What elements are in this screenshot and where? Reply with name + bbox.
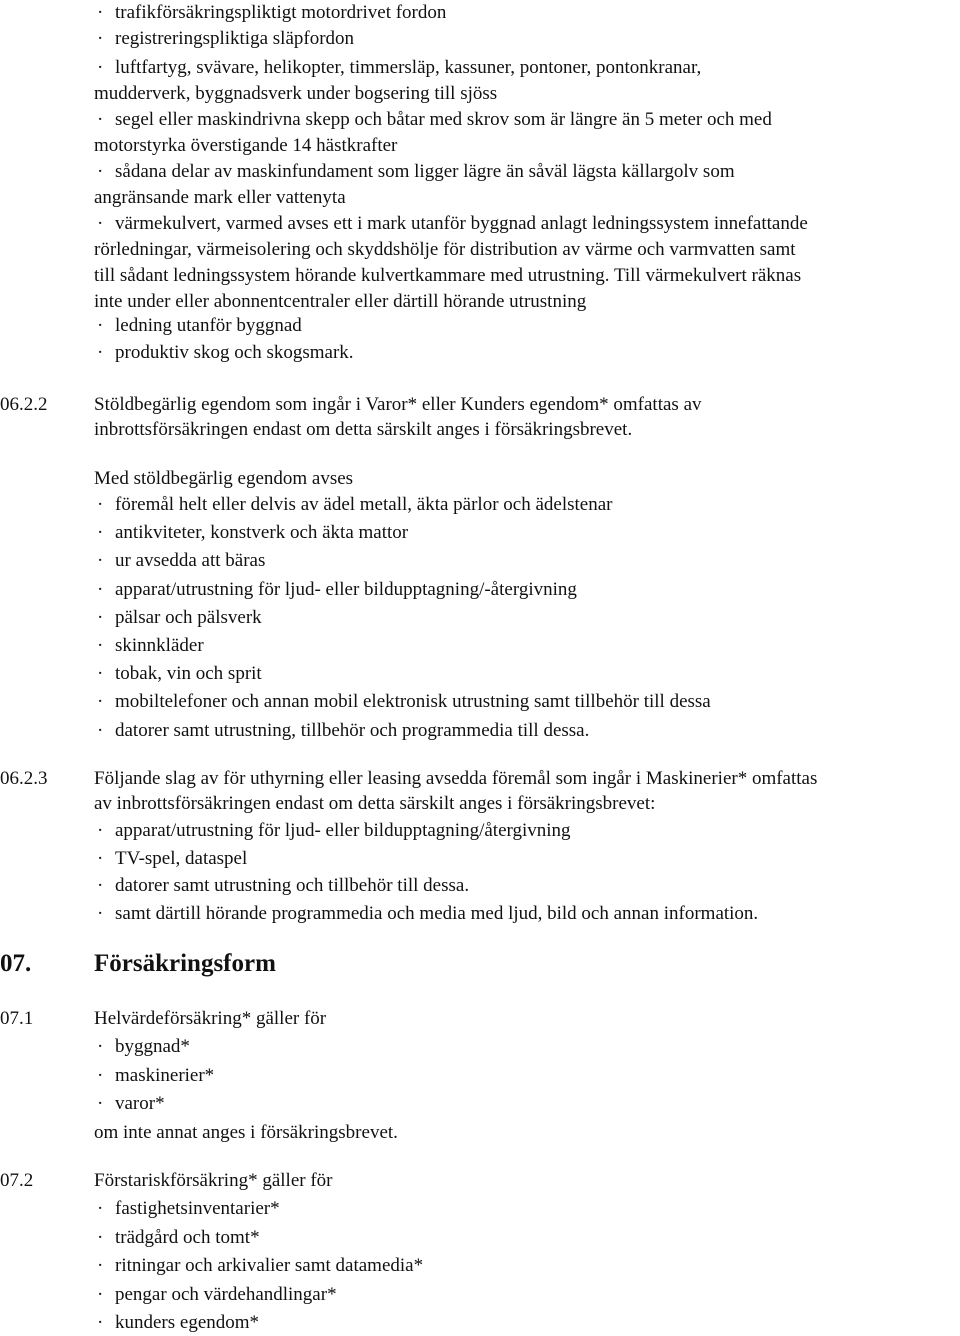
bullet-dot: · (97, 550, 104, 572)
list-item-continuation: angränsande mark eller vattenyta (94, 187, 346, 208)
section-number: 06.2.2 (0, 394, 48, 415)
bullet-dot: · (97, 719, 104, 741)
list-item-text: luftfartyg, svävare, helikopter, timmersläp, kassuner, pontoner, pontonkranar, (115, 57, 702, 78)
bullet-dot: · (97, 1312, 104, 1333)
bullet-dot: · (97, 109, 104, 130)
list-item-continuation: mudderverk, byggnadsverk under bogsering till sjöss (94, 83, 498, 104)
list-intro: Med stöldbegärlig egendom avses (94, 468, 354, 489)
list-item-text: apparat/utrustning för ljud- eller bildupptagning/återgivning (115, 820, 571, 841)
list-item-text: sådana delar av maskinfundament som ligger lägre än såväl lägsta källargolv som (115, 161, 735, 182)
bullet-dot: · (97, 663, 104, 685)
list-item-text: föremål helt eller delvis av ädel metall, äkta pärlor och ädelstenar (115, 494, 613, 515)
list-item-text: TV-spel, dataspel (115, 847, 248, 869)
list-item-text: skinnkläder (115, 635, 204, 656)
bullet-dot: · (97, 691, 104, 713)
list-item-text: kunders egendom* (115, 1312, 260, 1333)
bullet-dot: · (97, 635, 104, 656)
heading-title: Försäkringsform (94, 950, 276, 977)
list-item-text: segel eller maskindrivna skepp och båtar med skrov som är längre än 5 meter och med (115, 109, 772, 130)
section-number: 06.2.3 (0, 768, 48, 789)
bullet-dot: · (97, 606, 104, 628)
section-text: inbrottsförsäkringen endast om detta särskilt anges i försäkringsbrevet. (94, 419, 633, 440)
list-item-text: apparat/utrustning för ljud- eller bildupptagning/-återgivning (115, 578, 577, 600)
bullet-dot: · (97, 903, 104, 925)
bullet-dot: · (97, 2, 104, 23)
list-item-text: varor* (115, 1093, 165, 1114)
list-item-continuation: rörledningar, värmeisolering och skyddshölje för distribution av värme och varmvatten samt (94, 239, 796, 260)
list-item-text: ur avsedda att bäras (115, 550, 266, 572)
bullet-dot: · (97, 1226, 104, 1248)
list-item-text: byggnad* (115, 1036, 190, 1057)
bullet-dot: · (97, 1036, 104, 1057)
list-item-text: mobiltelefoner och annan mobil elektronisk utrustning samt tillbehör till dessa (115, 691, 711, 713)
list-item-text: samt därtill hörande programmedia och media med ljud, bild och annan information. (115, 903, 759, 925)
section-text: Följande slag av för uthyrning eller leasing avsedda föremål som ingår i Maskinerier* omfattas (94, 768, 818, 789)
bullet-dot: · (97, 875, 104, 897)
bullet-dot: · (97, 161, 104, 182)
bullet-dot: · (97, 342, 104, 363)
list-item-text: datorer samt utrustning, tillbehör och programmedia till dessa. (115, 719, 590, 741)
list-item-text: registreringspliktiga släpfordon (115, 28, 355, 49)
section-text: Helvärdeförsäkring* gäller för (94, 1008, 327, 1029)
list-item-text: pälsar och pälsverk (115, 606, 262, 628)
list-item-text: ledning utanför byggnad (115, 315, 302, 336)
bullet-dot: · (97, 57, 104, 78)
section-number: 07.2 (0, 1170, 34, 1191)
bullet-dot: · (97, 315, 104, 336)
list-item-text: fastighetsinventarier* (115, 1198, 280, 1219)
list-item-text: antikviteter, konstverk och äkta mattor (115, 522, 409, 544)
bullet-dot: · (97, 820, 104, 841)
bullet-dot: · (97, 1064, 104, 1086)
heading-number: 07. (0, 950, 32, 977)
bullet-dot: · (97, 1093, 104, 1114)
bullet-dot: · (97, 1198, 104, 1219)
list-item-text: pengar och värdehandlingar* (115, 1283, 337, 1305)
bullet-dot: · (97, 578, 104, 600)
list-item-text: ritningar och arkivalier samt datamedia* (115, 1255, 424, 1276)
section-text: Förstariskförsäkring* gäller för (94, 1170, 333, 1191)
list-item-text: tobak, vin och sprit (115, 663, 262, 685)
list-item-text: trädgård och tomt* (115, 1226, 260, 1248)
section-text: Stöldbegärlig egendom som ingår i Varor* eller Kunders egendom* omfattas av (94, 394, 702, 415)
bullet-dot: · (97, 28, 104, 49)
list-item-text: produktiv skog och skogsmark. (115, 342, 354, 363)
list-item-text: värmekulvert, varmed avses ett i mark utanför byggnad anlagt ledningssystem innefattande (115, 213, 808, 234)
list-item-continuation: motorstyrka överstigande 14 hästkrafter (94, 135, 398, 156)
list-item-text: trafikförsäkringspliktigt motordrivet fordon (115, 2, 447, 23)
list-item-text: maskinerier* (115, 1064, 215, 1086)
list-item-text: datorer samt utrustning och tillbehör till dessa. (115, 875, 470, 897)
list-item-continuation: till sådant ledningssystem hörande kulvertkammare med utrustning. Till värmekulvert räknas (94, 265, 802, 286)
section-text: av inbrottsförsäkringen endast om detta särskilt anges i försäkringsbrevet: (94, 793, 656, 814)
bullet-dot: · (97, 1283, 104, 1305)
list-item-continuation: inte under eller abonnentcentraler eller därtill hörande utrustning (94, 291, 587, 312)
bullet-dot: · (97, 1255, 104, 1276)
section-number: 07.1 (0, 1008, 34, 1029)
bullet-dot: · (97, 213, 104, 234)
bullet-dot: · (97, 494, 104, 515)
bullet-dot: · (97, 847, 104, 869)
bullet-dot: · (97, 522, 104, 544)
section-outro: om inte annat anges i försäkringsbrevet. (94, 1122, 398, 1143)
